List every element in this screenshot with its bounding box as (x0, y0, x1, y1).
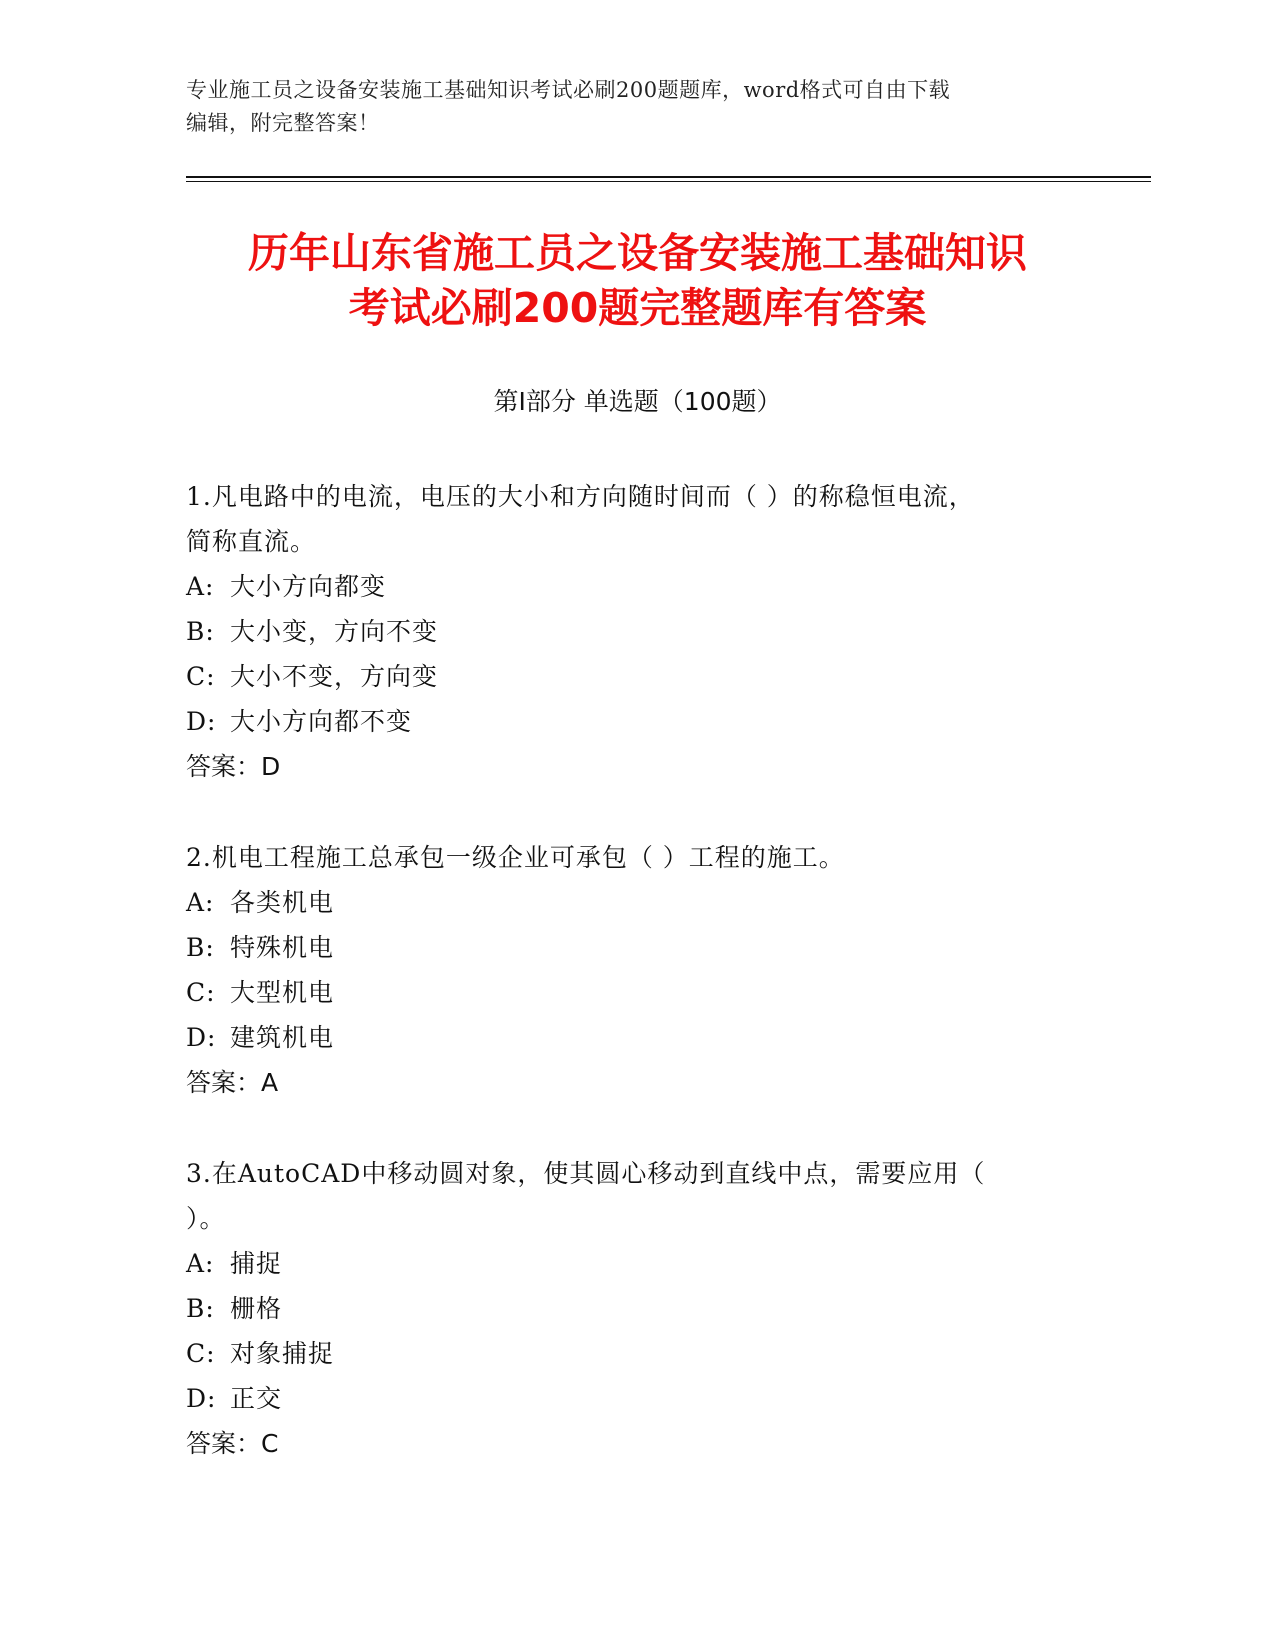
option-text: 大小变，方向不变 (230, 617, 439, 646)
option-b (186, 1286, 1066, 1331)
option-text: 正交 (230, 1384, 283, 1413)
option-a (186, 880, 1066, 925)
option-text: 大小不变，方向变 (230, 662, 439, 691)
document-title-line-1: 历年山东省施工员之设备安装施工基础知识 (248, 229, 1027, 277)
question-1 (186, 474, 1066, 789)
option-d (186, 1376, 1066, 1421)
option-a (186, 1241, 1066, 1286)
option-d (186, 699, 1066, 744)
option-text: 对象捕捉 (230, 1339, 335, 1368)
option-text: 特殊机电 (230, 933, 335, 962)
option-c (186, 1331, 1066, 1376)
option-letter: C: (186, 1339, 216, 1368)
option-a (186, 564, 1066, 609)
header-note-line-1: 专业施工员之设备安装施工基础知识考试必刷200题题库，word格式可自由下载 (186, 78, 951, 102)
question-stem-continued: ）。 (186, 1204, 226, 1233)
section-heading: 第Ⅰ部分 单选题（100题） (493, 387, 782, 416)
option-text: 捕捉 (230, 1249, 283, 1278)
question-2 (186, 835, 1066, 1105)
option-letter: A: (186, 1249, 215, 1278)
option-b (186, 609, 1066, 654)
question-list (186, 474, 1066, 1512)
header-note (186, 74, 1066, 140)
option-text: 大型机电 (230, 978, 335, 1007)
option-text: 大小方向都变 (230, 572, 387, 601)
document-title-line-2: 考试必刷200题完整题库有答案 (348, 284, 927, 332)
option-letter: C: (186, 662, 216, 691)
option-letter: B: (186, 617, 215, 646)
option-b (186, 925, 1066, 970)
answer-line: 答案：A (186, 1068, 279, 1097)
question-3 (186, 1151, 1066, 1466)
option-letter: B: (186, 1294, 215, 1323)
header-divider-thin (186, 181, 1151, 182)
option-text: 建筑机电 (230, 1023, 335, 1052)
header-note-line-2: 编辑，附完整答案！ (186, 111, 380, 135)
option-letter: B: (186, 933, 215, 962)
option-letter: C: (186, 978, 216, 1007)
answer-line: 答案：C (186, 1429, 279, 1458)
option-letter: A: (186, 572, 215, 601)
option-d (186, 1015, 1066, 1060)
option-text: 大小方向都不变 (230, 707, 413, 736)
question-stem: 3.在AutoCAD中移动圆对象，使其圆心移动到直线中点，需要应用（ (186, 1159, 986, 1188)
option-text: 栅格 (230, 1294, 283, 1323)
option-c (186, 654, 1066, 699)
option-letter: D: (186, 1023, 217, 1052)
header-divider-thick (186, 176, 1151, 178)
question-stem: 1.凡电路中的电流，电压的大小和方向随时间而（ ）的称稳恒电流， (186, 482, 975, 511)
question-stem-continued: 简称直流。 (186, 527, 317, 556)
option-letter: D: (186, 1384, 217, 1413)
option-text: 各类机电 (230, 888, 335, 917)
option-c (186, 970, 1066, 1015)
option-letter: A: (186, 888, 215, 917)
option-letter: D: (186, 707, 217, 736)
document-title (150, 226, 1125, 336)
question-stem: 2.机电工程施工总承包一级企业可承包（ ）工程的施工。 (186, 843, 845, 872)
answer-line: 答案：D (186, 752, 281, 781)
